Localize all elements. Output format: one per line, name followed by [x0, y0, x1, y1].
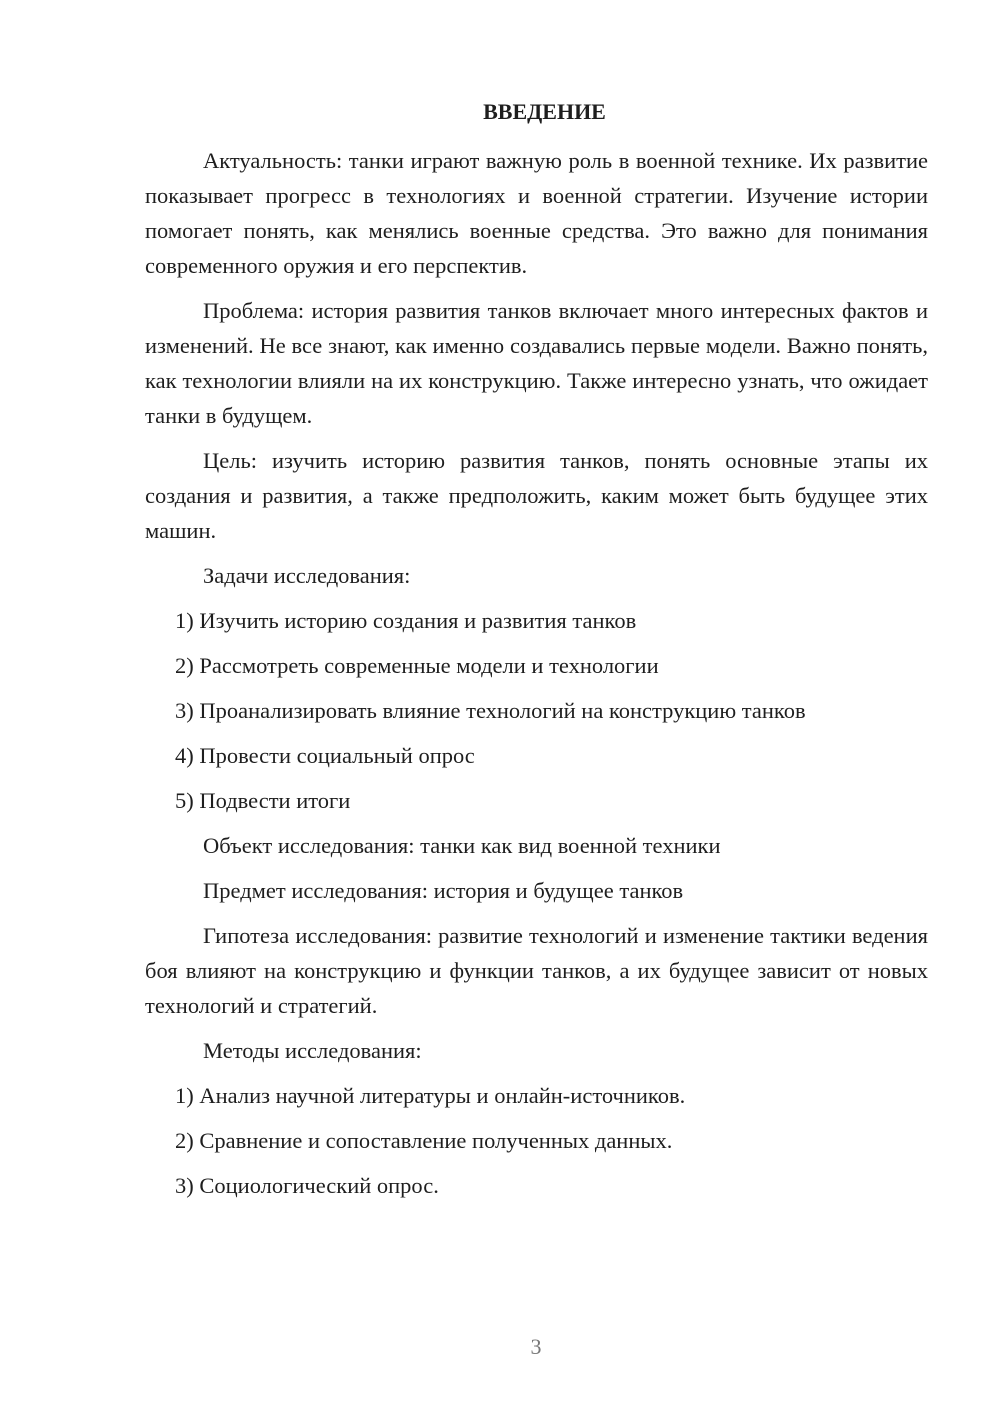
- task-item: 5) Подвести итоги: [175, 788, 351, 813]
- page-number: 3: [530, 1334, 542, 1359]
- tasks-list: [145, 603, 928, 818]
- method-item: 2) Сравнение и сопоставление полученных данных.: [175, 1128, 673, 1153]
- method-item: 1) Анализ научной литературы и онлайн-источников.: [175, 1083, 686, 1108]
- research-object: Объект исследования: танки как вид военной техники: [203, 833, 721, 858]
- problem-paragraph: Проблема: история развития танков включает много интересных фактов и изменений. Не все знают, как именно создавались первые модели. Важно понять, как технологии влияли на их конструкцию. Также интересно узнать, что ожидает танки в будущем.: [145, 298, 928, 428]
- task-item: 3) Проанализировать влияние технологий на конструкцию танков: [175, 698, 806, 723]
- relevance-paragraph: Актуальность: танки играют важную роль в военной технике. Их развитие показывает прогресс в технологиях и военной стратегии. Изучение истории помогает понять, как менялись военные средства. Это важно для понимания современного оружия и его перспектив.: [145, 148, 928, 278]
- task-item: 2) Рассмотреть современные модели и технологии: [175, 653, 659, 678]
- tasks-heading: Задачи исследования:: [203, 563, 411, 588]
- document-body: [145, 97, 928, 1213]
- task-item: 4) Провести социальный опрос: [175, 743, 475, 768]
- goal-paragraph: Цель: изучить историю развития танков, понять основные этапы их создания и развития, а также предположить, каким может быть будущее этих машин.: [145, 448, 928, 543]
- hypothesis-paragraph: Гипотеза исследования: развитие технологий и изменение тактики ведения боя влияют на конструкцию и функции танков, а их будущее зависит от новых технологий и стратегий.: [145, 923, 928, 1018]
- methods-list: [145, 1078, 928, 1203]
- method-item: 3) Социологический опрос.: [175, 1173, 439, 1198]
- research-subject: Предмет исследования: история и будущее танков: [203, 878, 684, 903]
- section-title: ВВЕДЕНИЕ: [483, 99, 606, 124]
- task-item: 1) Изучить историю создания и развития танков: [175, 608, 637, 633]
- methods-heading: Методы исследования:: [203, 1038, 422, 1063]
